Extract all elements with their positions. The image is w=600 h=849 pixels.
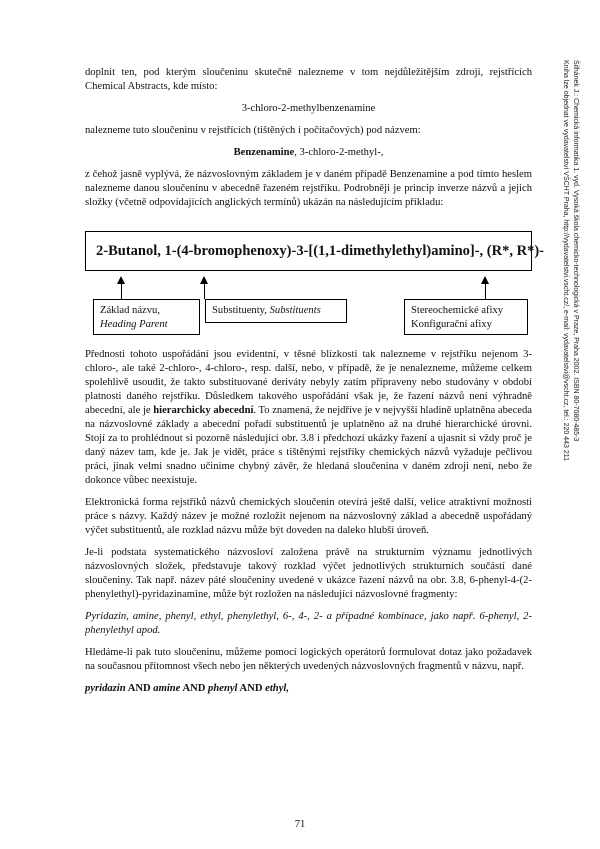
heading-parent-term: Benzenamine (233, 147, 295, 158)
label-substituents-cz: Substituenty, (212, 305, 270, 316)
query-operator: AND (180, 683, 209, 694)
label-heading-parent-en: Heading Parent (100, 319, 168, 330)
intro-section (85, 66, 532, 210)
name-inversion-diagram (85, 231, 544, 271)
page-number: 71 (294, 819, 306, 830)
arrow-stem (121, 283, 122, 299)
paragraph-advantages-part-2: . To znamená, že nejdříve je v nejvyšší hladině uplatněna abeceda na názvoslovné základy a abecední pořadí substituentů je uplatněno až na druhé hierarchické úrovni. Stojí za to prohlédnout si pozorně následující obr. 3.8 i předchozí ukázky řazení a ujasnit si vždy proč je daný název tam, kde je. Jak je vidět, práce s tištěnými rejstříky chemických názvů vyžaduje pečlivou práci, jinak velmi snadno učiníme chybný závěr, že hledaná sloučenina v daném zdroji není, nebo že dokonce vůbec neexistuje. (85, 405, 532, 486)
paragraph-query: Hledáme-li pak tuto sloučeninu, můžeme pomocí logických operátorů formulovat dotaz jako požadavek na současnou přítomnost všech nebo jen některých uvedených názvoslovných fragmentů v názvu, např. (85, 647, 532, 672)
label-heading-parent-cz: Základ názvu, (100, 305, 161, 316)
query-term-1: pyridazin (85, 683, 126, 694)
example-name-2-rest: , 3-chloro-2-methyl-, (294, 147, 384, 158)
term-hierarchical: hierarchicky abecední (153, 405, 254, 416)
arrow-stem (485, 283, 486, 299)
query-operator: AND (125, 683, 154, 694)
paragraph-index-name: nalezneme tuto sloučeninu v rejstřících (tištěných i počítačových) pod názvem: (85, 125, 421, 136)
side-citation-line-1: Šilhánek J.: Chemická informatika 1. vyd. Vysoká škola chemicko-technologická v Praze, Praha 2002. ISBN 80-7080-485-3 (572, 60, 579, 442)
label-substituents-en: Substituents (269, 305, 321, 316)
paragraph-advantages-part-1: Přednosti tohoto uspořádání jsou evidentní, v těsné blízkosti tak nalezneme v rejstříku nejenom 3-chloro-, ale také 2-chloro-, 4-chloro-, resp. další, nebo, v případě, že je nenalezneme, můžeme celkem spolehlivě usoudit, že takto substituované deriváty nebyly zatím připraveny nebo studovány v období platnosti daného rejstříku. Důsledkem takového uspořádání však je, že řazení názvů není výhradně abecední, ale je (85, 349, 532, 416)
label-substituents (205, 299, 347, 323)
label-stereo-line-2: Konfigurační afixy (411, 319, 492, 330)
query-term-2: amine (153, 683, 181, 694)
arrow-stem (204, 283, 205, 299)
label-stereo-line-1: Stereochemické afixy (411, 305, 504, 316)
example-name-2 (85, 146, 532, 160)
query-term-3: phenyl (208, 683, 238, 694)
query-operator: AND (237, 683, 266, 694)
paragraph-inversion-principle: z čehož jasně vyplývá, že názvoslovným základem je v daném případě Benzenamine a pod tímto heslem nalezneme danou sloučeninu v abecedně řazeném rejstříku. Podrobněji je princip inverze názvů a jejich složky (včetně odpovídajících anglických termínů) ukázán na následujícím příkladu: (85, 169, 532, 208)
example-name-1: 3-chloro-2-methylbenzenamine (241, 103, 376, 114)
paragraph-electronic-form: Elektronická forma rejstříků názvů chemických sloučenin otevírá ještě další, velice atraktivní možnosti práce s názvy. Každý název je možné rozložit nejenom na názvoslovný základ a abecedně uspořádaný výčet substituentů, ale rozklad názvu může být doveden na daleko hlubší úroveň. (85, 497, 532, 536)
paragraph-intro: doplnit ten, pod kterým sloučeninu skutečně nalezneme v tom nejdůležitějším zdroji, rejstřících Chemical Abstracts, kde místo: (85, 67, 532, 92)
side-citation (558, 60, 582, 740)
query-example (85, 682, 532, 696)
label-stereo-affixes (404, 299, 528, 335)
fragment-list (85, 610, 532, 638)
paragraph-advantages (85, 348, 532, 488)
body-section (85, 348, 532, 696)
fragment-list-text: Pyridazin, amine, phenyl, ethyl, phenylethyl, 6-, 4-, 2- a případné kombinace, jako např. 6-phenyl, 2-phenylethyl apod. (85, 611, 532, 636)
query-term-4: ethyl, (265, 683, 289, 694)
label-heading-parent (93, 299, 200, 335)
side-citation-line-2: Kniha lze objednat ve vydavatelství VŠCHT Praha, http://vydavatelstvi.vscht.cz/, e-mail: vydavatelstvi@vscht.cz, tel.: 220 443 211 (562, 60, 570, 461)
diagram-formula: 2-Butanol, 1-(4-bromophenoxy)-3-[(1,1-dimethylethyl)amino]-, (R*, R*)- (96, 243, 544, 259)
paragraph-fragments: Je-li podstata systematického názvosloví založena právě na strukturním významu jednotlivých názvoslovných složek, představuje takový rozklad výčet jednotlivých strukturních součástí dané sloučeniny. Tak např. název páté sloučeniny uvedené v ukázce řazení názvů na obr. 3.8, 6-phenyl-4-(2-phenylethyl)-pyridazinamine, může být rozložen na následující názvoslovné fragmenty: (85, 547, 532, 600)
